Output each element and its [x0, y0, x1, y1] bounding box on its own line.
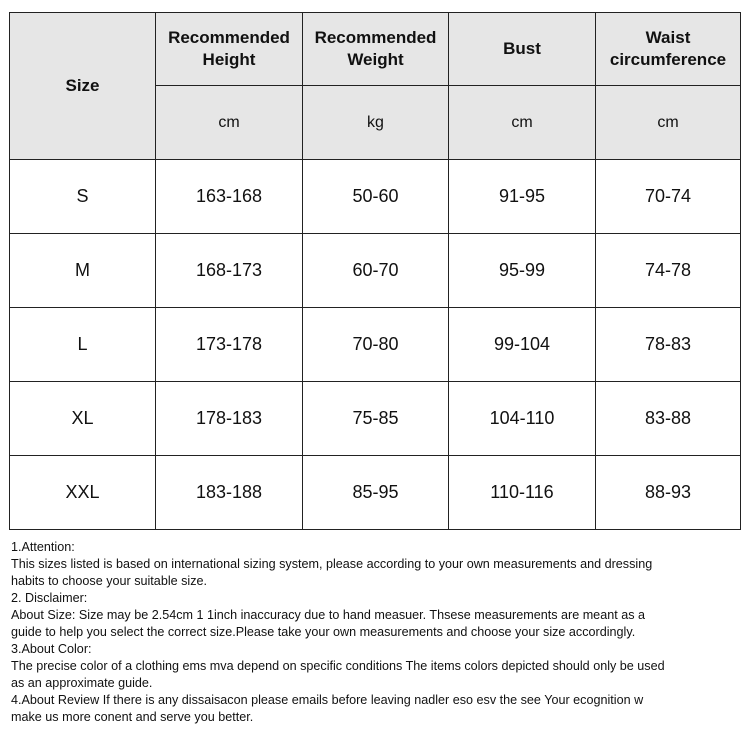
notes-section [11, 539, 743, 726]
header-waist-line1: Waist [645, 28, 691, 47]
cell-bust: 91-95 [449, 160, 596, 234]
cell-waist: 83-88 [596, 382, 741, 456]
cell-height: 163-168 [156, 160, 303, 234]
cell-height: 178-183 [156, 382, 303, 456]
header-height-line1: Recommended [168, 28, 290, 47]
header-height-line2: Height [202, 50, 256, 69]
notes-line: 1.Attention: [11, 540, 75, 554]
cell-height: 173-178 [156, 308, 303, 382]
notes-line: make us more conent and serve you better. [11, 710, 254, 724]
header-weight-line2: Weight [347, 50, 404, 69]
notes-line: guide to help you select the correct size.Please take your own measurements and choose your size accordingly. [11, 625, 636, 639]
table-row [10, 382, 741, 456]
cell-size: S [10, 160, 156, 234]
notes-line: as an approximate guide. [11, 676, 153, 690]
unit-weight: kg [303, 86, 449, 160]
cell-bust: 110-116 [449, 456, 596, 530]
cell-size: M [10, 234, 156, 308]
cell-waist: 74-78 [596, 234, 741, 308]
size-chart-table [9, 12, 741, 530]
notes-line: About Size: Size may be 2.54cm 1 1inch inaccuracy due to hand measuer. Thsese measurements are meant as a [11, 608, 645, 622]
cell-bust: 95-99 [449, 234, 596, 308]
notes-line: The precise color of a clothing ems mva depend on specific conditions The items colors depicted should only be used [11, 659, 665, 673]
table-row [10, 160, 741, 234]
table-row [10, 456, 741, 530]
notes-line: 3.About Color: [11, 642, 92, 656]
header-weight [303, 13, 449, 86]
cell-bust: 99-104 [449, 308, 596, 382]
cell-waist: 78-83 [596, 308, 741, 382]
unit-height: cm [156, 86, 303, 160]
header-bust: Bust [449, 13, 596, 86]
header-weight-line1: Recommended [314, 28, 437, 47]
header-waist-line2: circumference [609, 50, 727, 69]
unit-waist: cm [596, 86, 741, 160]
cell-height: 183-188 [156, 456, 303, 530]
cell-weight: 75-85 [303, 382, 449, 456]
cell-weight: 70-80 [303, 308, 449, 382]
header-size: Size [10, 13, 156, 160]
cell-size: L [10, 308, 156, 382]
table-row [10, 234, 741, 308]
table-row [10, 308, 741, 382]
header-height [156, 13, 303, 86]
cell-size: XXL [10, 456, 156, 530]
notes-line: habits to choose your suitable size. [11, 574, 208, 588]
unit-bust: cm [449, 86, 596, 160]
cell-waist: 88-93 [596, 456, 741, 530]
notes-line: 2. Disclaimer: [11, 591, 88, 605]
cell-bust: 104-110 [449, 382, 596, 456]
cell-size: XL [10, 382, 156, 456]
notes-line: 4.About Review If there is any dissaisacon please emails before leaving nadler eso esv the see Your ecognition w [11, 693, 644, 707]
cell-weight: 60-70 [303, 234, 449, 308]
cell-weight: 50-60 [303, 160, 449, 234]
header-waist [596, 13, 741, 86]
notes-line: This sizes listed is based on international sizing system, please according to your own measurements and dressing [11, 557, 653, 571]
cell-weight: 85-95 [303, 456, 449, 530]
cell-waist: 70-74 [596, 160, 741, 234]
cell-height: 168-173 [156, 234, 303, 308]
